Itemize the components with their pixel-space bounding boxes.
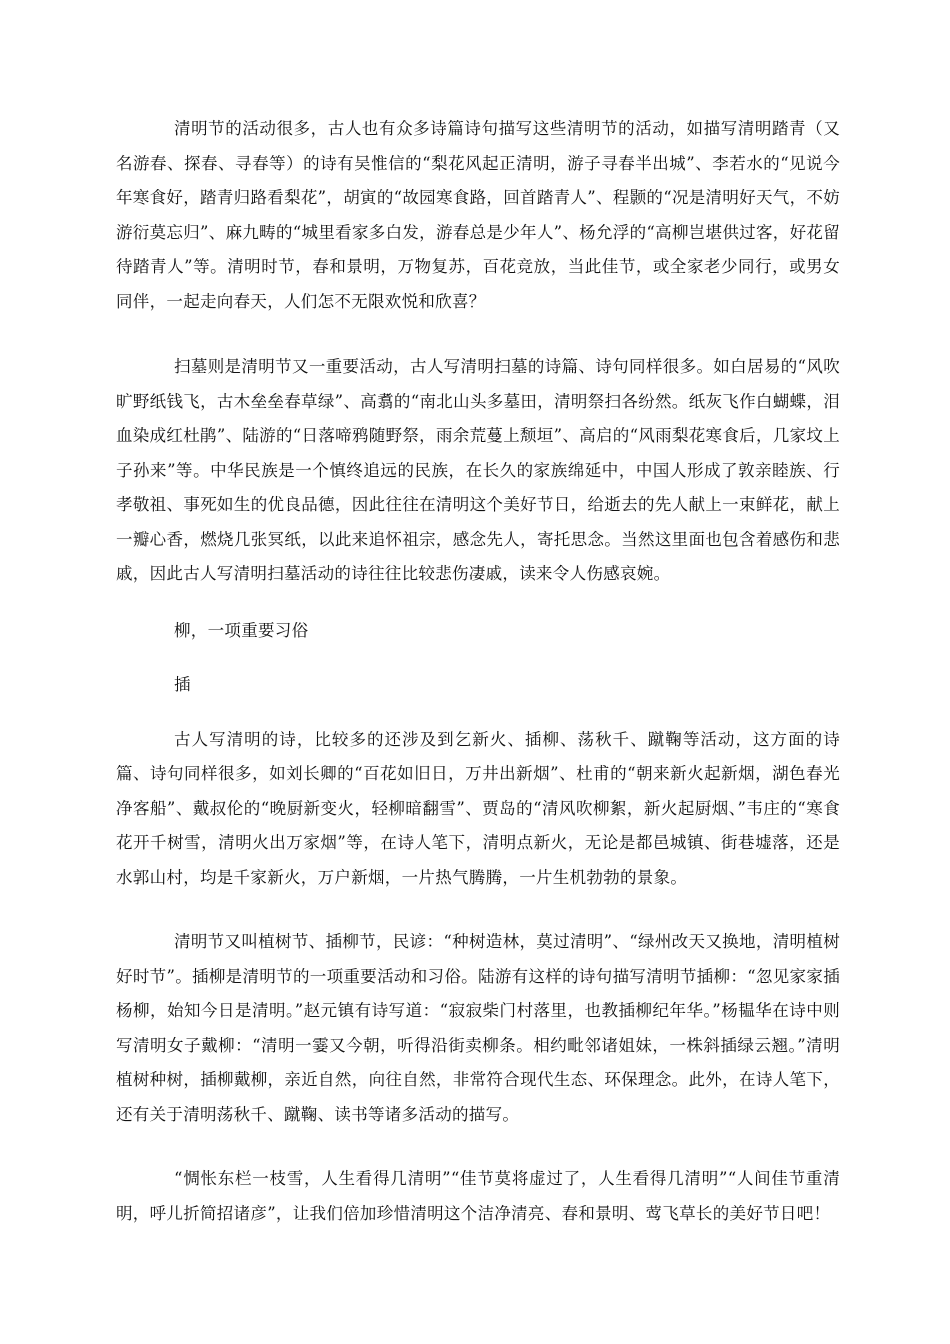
paragraph-conclusion: “惆怅东栏一枝雪，人生看得几清明”“佳节莫将虚过了，人生看得几清明”“人间佳节重清明，呼儿折简招诸彦”，让我们倍加珍惜清明这个洁净清亮、春和景明、莺飞草长的美好节日吧！ — [116, 1169, 840, 1223]
paragraph-insert-fragment: 插 — [174, 675, 191, 694]
document-body — [116, 112, 840, 1231]
paragraph-spring-outing: 清明节的活动很多，古人也有众多诗篇诗句描写这些清明节的活动，如描写清明踏青（又名游春、探春、寻春等）的诗有吴惟信的“梨花风起正清明，游子寻春半出城”、李若水的“见说今年寒食好，踏青归路看梨花”，胡寅的“故园寒食路，回首踏青人”、程颢的“况是清明好天气，不妨游衍莫忘归”、麻九畴的“城里看家多白发，游春总是少年人”、杨允浮的“高柳岂堪供过客，好花留待踏青人”等。清明时节，春和景明，万物复苏，百花竞放，当此佳节，或全家老少同行，或男女同伴，一起走向春天，人们怎不无限欢悦和欣喜？ — [116, 119, 840, 311]
paragraph-tomb-sweeping: 扫墓则是清明节又一重要活动，古人写清明扫墓的诗篇、诗句同样很多。如白居易的“风吹旷野纸钱飞，古木垒垒春草绿”、高翥的“南北山头多墓田，清明祭扫各纷然。纸灰飞作白蝴蝶，泪血染成红杜鹃”、陆游的“日落啼鸦随野祭，雨余荒蔓上颓垣”、高启的“风雨梨花寒食后，几家坟上子孙来”等。中华民族是一个慎终追远的民族，在长久的家族绵延中，中国人形成了敦亲睦族、行孝敬祖、事死如生的优良品德，因此往往在清明这个美好节日，给逝去的先人献上一束鲜花，献上一瓣心香，燃烧几张冥纸，以此来追怀祖宗，感念先人，寄托思念。当然这里面也包含着感伤和悲戚，因此古人写清明扫墓活动的诗往往比较悲伤凄戚，读来令人伤感哀婉。 — [116, 357, 840, 583]
paragraph-willow-heading: 柳，一项重要习俗 — [174, 620, 309, 640]
paragraph-new-fire: 古人写清明的诗，比较多的还涉及到乞新火、插柳、荡秋千、蹴鞠等活动，这方面的诗篇、诗句同样很多，如刘长卿的“百花如旧日，万井出新烟”、杜甫的“朝来新火起新烟，湖色春光净客船”、戴叔伦的“晚厨新变火，轻柳暗翻雪”、贾岛的“清风吹柳絮，新火起厨烟、”韦庄的“寒食花开千树雪，清明火出万家烟”等，在诗人笔下，清明点新火，无论是都邑城镇、街巷墟落，还是水郭山村，均是千家新火，万户新烟，一片热气腾腾，一片生机勃勃的景象。 — [116, 729, 840, 887]
paragraph-tree-planting: 清明节又叫植树节、插柳节，民谚：“种树造林，莫过清明”、“绿州改天又换地，清明植树好时节”。插柳是清明节的一项重要活动和习俗。陆游有这样的诗句描写清明节插柳：“忽见家家插杨柳，始知今日是清明。”赵元镇有诗写道：“寂寂柴门村落里，也教插柳纪年华。”杨韫华在诗中则写清明女子戴柳：“清明一霎又今朝，听得沿街卖柳条。相约毗邻诸姐妹，一株斜插绿云翘。”清明植树种树，插柳戴柳，亲近自然，向往自然，非常符合现代生态、环保理念。此外，在诗人笔下，还有关于清明荡秋千、蹴鞠、读书等诸多活动的描写。 — [116, 932, 840, 1124]
